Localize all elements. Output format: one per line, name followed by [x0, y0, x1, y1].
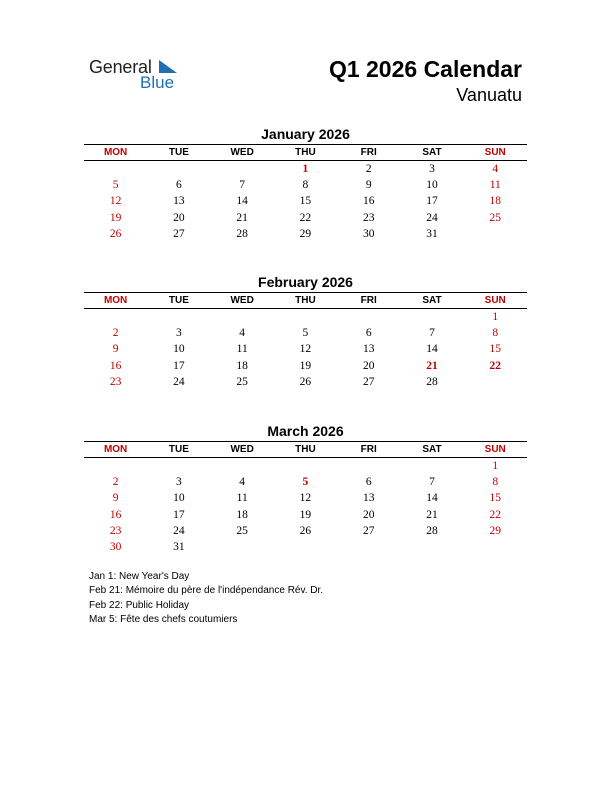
weekday-label: MON	[103, 444, 128, 455]
day-cell: 4	[239, 327, 246, 340]
day-cell: 15	[299, 195, 312, 208]
day-cell: 7	[429, 327, 435, 340]
day-cell: 17	[173, 359, 185, 372]
page-title: Q1 2026 Calendar	[328, 56, 522, 82]
weekday-label: SAT	[422, 147, 442, 158]
day-cell: 11	[489, 179, 501, 192]
day-cell: 3	[176, 327, 182, 340]
weekday-label: SUN	[484, 444, 506, 455]
empty-day-cell	[274, 309, 337, 325]
day-cell: 10	[426, 179, 438, 192]
day-cell: 11	[236, 343, 248, 356]
empty-day-cell	[337, 458, 400, 474]
day-cell: 14	[426, 492, 438, 505]
day-cell: 19	[299, 508, 312, 521]
day-cell: 5	[112, 179, 119, 192]
holiday-note: Jan 1: New Year's Day	[89, 571, 190, 582]
day-cell: 28	[426, 524, 438, 537]
holiday-notes	[89, 570, 323, 627]
week-row	[84, 374, 527, 390]
day-cell: 27	[362, 524, 375, 537]
month-january	[84, 125, 527, 242]
week-row	[84, 341, 527, 357]
day-cell: 5	[302, 476, 309, 489]
week-row	[84, 474, 527, 490]
day-cell: 1	[492, 311, 499, 323]
weekday-label: FRI	[360, 295, 377, 306]
day-cell: 28	[426, 375, 438, 388]
country-name: Vanuatu	[456, 85, 522, 105]
day-cell: 19	[299, 359, 312, 372]
weekday-label: TUE	[168, 295, 189, 306]
day-cell: 4	[492, 163, 499, 175]
day-cell: 29	[489, 524, 501, 537]
empty-day-cell	[84, 161, 147, 177]
day-cell: 16	[109, 359, 122, 372]
day-cell: 30	[362, 227, 375, 240]
empty-day-cell	[147, 161, 210, 177]
day-cell: 3	[176, 476, 182, 489]
day-cell: 30	[109, 540, 122, 553]
day-cell: 12	[299, 492, 312, 505]
day-cell: 21	[426, 508, 438, 521]
day-cell: 14	[236, 195, 248, 208]
week-row	[84, 539, 527, 555]
day-cell: 7	[239, 179, 246, 192]
day-cell: 26	[299, 524, 312, 537]
empty-day-cell	[274, 539, 337, 555]
day-cell: 10	[173, 492, 185, 505]
day-cell: 24	[426, 211, 438, 224]
weekday-label: SUN	[484, 295, 506, 306]
empty-day-cell	[464, 539, 527, 555]
day-cell: 20	[362, 359, 375, 372]
day-cell: 3	[429, 163, 435, 175]
empty-day-cell	[274, 458, 337, 474]
day-cell: 18	[236, 508, 248, 521]
day-cell: 29	[299, 227, 312, 240]
weekday-label: SAT	[422, 295, 442, 306]
empty-day-cell	[147, 309, 210, 325]
logo-text-general: General	[89, 57, 152, 77]
day-cell: 18	[489, 195, 501, 208]
day-cell: 31	[426, 227, 438, 240]
day-cell: 24	[173, 524, 185, 537]
day-cell: 24	[173, 375, 185, 388]
day-cell: 22	[299, 211, 312, 224]
day-cell: 1	[302, 163, 309, 175]
weekday-label: WED	[230, 295, 254, 306]
week-row	[84, 523, 527, 539]
month-title: March 2026	[267, 423, 344, 439]
day-cell: 28	[236, 227, 248, 240]
day-cell: 21	[236, 211, 248, 224]
weekday-label: SUN	[484, 147, 506, 158]
week-row	[84, 458, 527, 474]
day-cell: 15	[489, 343, 501, 356]
day-cell: 9	[112, 492, 119, 505]
day-cell: 22	[489, 359, 501, 372]
empty-day-cell	[211, 458, 274, 474]
empty-day-cell	[211, 161, 274, 177]
week-row	[84, 161, 527, 177]
month-february	[84, 273, 527, 390]
month-march	[84, 422, 527, 555]
day-cell: 16	[362, 195, 375, 208]
day-cell: 1	[492, 460, 499, 472]
empty-day-cell	[400, 309, 463, 325]
day-cell: 8	[302, 179, 309, 192]
day-cell: 23	[362, 211, 375, 224]
day-cell: 8	[492, 476, 499, 489]
empty-day-cell	[211, 539, 274, 555]
empty-day-cell	[337, 539, 400, 555]
day-cell: 25	[489, 211, 501, 224]
day-cell: 5	[302, 327, 309, 340]
day-cell: 2	[112, 476, 119, 489]
weekday-label: WED	[230, 147, 254, 158]
weekday-label: FRI	[360, 147, 377, 158]
weekday-label: THU	[295, 147, 316, 158]
day-cell: 31	[173, 540, 185, 553]
weekday-header	[84, 292, 527, 309]
week-row	[84, 193, 527, 209]
empty-day-cell	[337, 309, 400, 325]
week-row	[84, 177, 527, 193]
empty-day-cell	[84, 458, 147, 474]
day-cell: 25	[236, 524, 248, 537]
empty-day-cell	[464, 226, 527, 242]
day-cell: 2	[365, 163, 372, 175]
day-cell: 17	[173, 508, 185, 521]
day-cell: 17	[426, 195, 438, 208]
weekday-header	[84, 144, 527, 161]
weekday-label: THU	[295, 295, 316, 306]
day-cell: 4	[239, 476, 246, 489]
holiday-note: Feb 21: Mémoire du père de l'indépendance Rév. Dr.	[89, 585, 324, 597]
day-cell: 18	[236, 359, 248, 372]
week-row	[84, 210, 527, 226]
day-cell: 23	[109, 375, 122, 388]
holiday-note: Feb 22: Public Holiday	[89, 599, 190, 611]
day-cell: 9	[112, 343, 119, 356]
weekday-label: TUE	[168, 147, 189, 158]
weekday-label: WED	[230, 444, 254, 455]
empty-day-cell	[464, 374, 527, 390]
day-cell: 21	[426, 359, 438, 372]
day-cell: 25	[236, 375, 248, 388]
day-cell: 16	[109, 508, 122, 521]
week-row	[84, 309, 527, 325]
week-row	[84, 490, 527, 506]
day-cell: 6	[176, 179, 182, 192]
day-cell: 13	[173, 195, 185, 208]
weekday-header	[84, 441, 527, 458]
weekday-label: MON	[103, 147, 128, 158]
month-title: February 2026	[258, 274, 353, 290]
empty-day-cell	[84, 309, 147, 325]
day-cell: 12	[109, 195, 122, 208]
day-cell: 26	[299, 375, 312, 388]
day-cell: 27	[362, 375, 375, 388]
day-cell: 11	[236, 492, 248, 505]
empty-day-cell	[400, 539, 463, 555]
day-cell: 15	[489, 492, 501, 505]
empty-day-cell	[211, 309, 274, 325]
day-cell: 7	[429, 476, 435, 489]
day-cell: 27	[173, 227, 185, 240]
week-row	[84, 358, 527, 374]
weekday-label: FRI	[360, 444, 377, 455]
day-cell: 22	[489, 508, 501, 521]
month-title: January 2026	[261, 126, 350, 142]
weekday-label: THU	[295, 444, 316, 455]
empty-day-cell	[400, 458, 463, 474]
empty-day-cell	[147, 458, 210, 474]
logo	[89, 57, 199, 93]
weekday-label: SAT	[422, 444, 442, 455]
day-cell: 2	[112, 327, 119, 340]
holiday-note: Mar 5: Fête des chefs coutumiers	[89, 613, 238, 625]
day-cell: 23	[109, 524, 122, 537]
logo-triangle-icon	[159, 60, 177, 73]
day-cell: 19	[109, 211, 122, 224]
day-cell: 13	[362, 492, 375, 505]
week-row	[84, 507, 527, 523]
day-cell: 6	[365, 476, 372, 489]
day-cell: 9	[365, 179, 372, 192]
logo-text-blue: Blue	[140, 73, 175, 92]
weekday-label: MON	[103, 295, 128, 306]
day-cell: 12	[299, 343, 312, 356]
day-cell: 14	[426, 343, 438, 356]
week-row	[84, 226, 527, 242]
day-cell: 8	[492, 327, 499, 340]
day-cell: 13	[362, 343, 375, 356]
day-cell: 20	[173, 211, 185, 224]
day-cell: 26	[109, 227, 122, 240]
day-cell: 6	[365, 327, 372, 340]
weekday-label: TUE	[168, 444, 189, 455]
week-row	[84, 325, 527, 341]
day-cell: 10	[173, 343, 185, 356]
day-cell: 20	[362, 508, 375, 521]
